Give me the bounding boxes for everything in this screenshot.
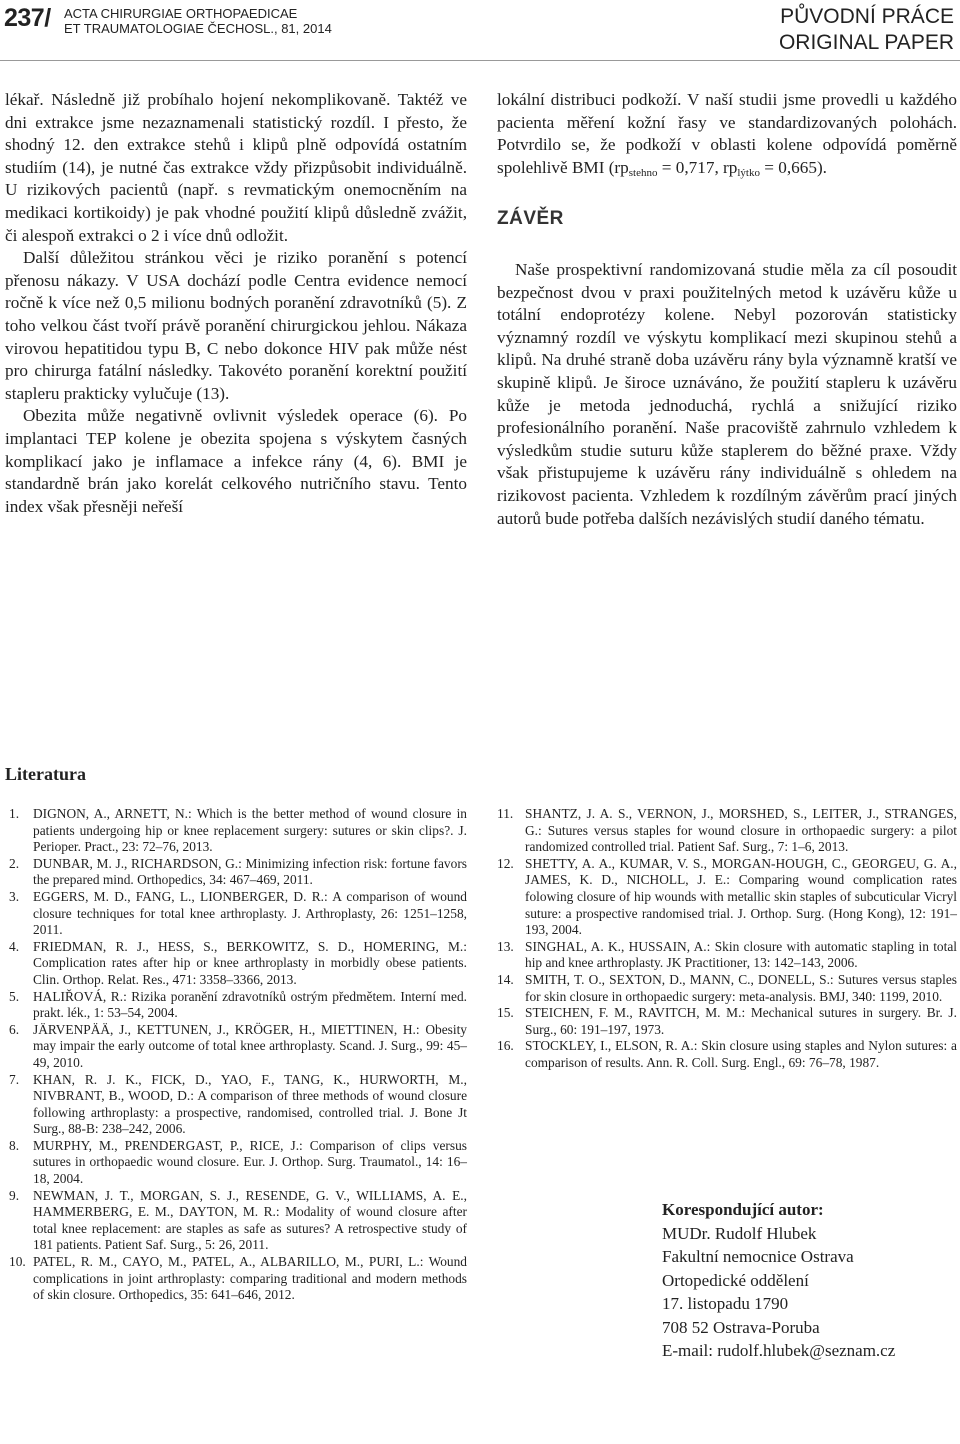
reference-number: 15. — [497, 1005, 514, 1021]
journal-name-line1: ACTA CHIRURGIAE ORTHOPAEDICAE — [64, 6, 298, 21]
reference-details: : A comparison of wound closure techniques for total knee arthroplasty. J. Arthroplasty, 26: 1251–1258, 2011. — [33, 888, 467, 938]
page-header — [0, 0, 960, 62]
body-column-left — [5, 89, 467, 518]
reference-details: : Comparing wound complication rates folowing closure of hip wounds with metallic skin staples of subcuticular Vicryl suture: a prospective randomised trial. J. Orthop. Surg. (Hong Kong), 12: 191–193, 2004. — [525, 872, 957, 938]
reference-authors: STEICHEN, F. M., RAVITCH, M. M. — [525, 1005, 742, 1021]
reference-details: : A comparison of three methods of wound closure following arthroplasty: a prospective, randomised, controlled trial. J. Bone Jt Surg., 88-B: 238–242, 2006. — [33, 1088, 468, 1137]
body-text: = 0,665). — [760, 157, 827, 177]
corresponding-author — [662, 1198, 895, 1363]
reference-number: 12. — [497, 855, 514, 871]
journal-name — [64, 6, 332, 36]
reference-number: 8. — [9, 1137, 20, 1153]
reference-details: : Complication rates after hip or knee arthroplasty in morbidly obese patients. Clin. Orthop. Relat. Res., 471: 3358–3366, 2013. — [33, 938, 467, 987]
reference-item — [497, 1005, 957, 1038]
reference-number: 3. — [9, 888, 20, 904]
reference-authors: DUNBAR, M. J., RICHARDSON, G. — [33, 855, 239, 871]
reference-authors: MURPHY, M., PRENDERGAST, P., RICE, J. — [33, 1137, 300, 1153]
body-paragraph: Obezita může negativně ovlivnit výsledek operace (6). Po implantaci TEP kolene je obezita spojena s výskytem časných komplikací jako je inflamace a infekce rány (4, 6). BMI je standardně brán jako korelát celkového nutričního stavu. Tento index však přesněji neřeší — [5, 406, 467, 516]
reference-authors: HALIŘOVÁ, R. — [33, 988, 124, 1004]
corresponding-author-title: Korespondující autor: — [662, 1200, 824, 1219]
reference-details: : Skin closure with automatic stapling in total hip and knee arthroplasty. JK Practitioner, 13: 142–143, 2006. — [525, 938, 958, 971]
section-title-conclusion: ZÁVĚR — [497, 208, 564, 230]
article-type — [779, 4, 954, 56]
author-city: 708 52 Ostrava-Poruba — [662, 1317, 820, 1337]
reference-item — [5, 989, 467, 1022]
reference-number: 7. — [9, 1071, 20, 1087]
reference-list-left — [5, 806, 467, 1304]
author-street: 17. listopadu 1790 — [662, 1294, 789, 1313]
reference-authors: SHANTZ, J. A. S., VERNON, J., MORSHED, S., LEITER, J., STRANGES, G. — [525, 806, 957, 838]
reference-number: 6. — [9, 1021, 20, 1037]
reference-number: 13. — [497, 938, 514, 954]
reference-authors: STOCKLEY, I., ELSON, R. A. — [525, 1038, 694, 1054]
body-text: lokální distribuci podkoží. V naší studii jsme provedli u každého pacienta měření kožní řasy ve standardizovaných polohách. Potvrdilo se, že podkoží v oblasti kolene odpovídá poměrně spolehlivě BMI (rp — [497, 90, 957, 177]
reference-number: 1. — [9, 806, 20, 821]
reference-item — [5, 1022, 467, 1072]
reference-details: : Obesity may impair the early outcome of total knee arthroplasty. Scand. J. Surg., 99: 45–49, 2010. — [33, 1021, 468, 1070]
body-text: = 0,717, rp — [657, 157, 738, 177]
reference-details: : Comparison of clips versus sutures in orthopaedic wound closure. Eur. J. Orthop. Surg. Traumatol., 14: 16–18, 2004. — [33, 1137, 467, 1187]
reference-item — [5, 939, 467, 989]
reference-list-right — [497, 806, 957, 1072]
page-number: 237/ — [4, 4, 51, 32]
reference-item — [5, 856, 467, 889]
header-divider — [0, 60, 960, 61]
reference-number: 10. — [9, 1254, 26, 1270]
reference-details: : Sutures versus staples for skin closure in orthopaedic surgery: meta-analysis. BMJ, 340: 1199, 2010. — [525, 971, 957, 1004]
body-column-right — [497, 89, 957, 530]
subscript-stehno: stehno — [628, 166, 658, 179]
journal-name-line2: ET TRAUMATOLOGIAE ČECHOSL., 81, 2014 — [64, 21, 332, 36]
author-department: Ortopedické oddělení — [662, 1270, 809, 1290]
author-hospital: Fakultní nemocnice Ostrava — [662, 1247, 854, 1266]
reference-authors: PATEL, R. M., CAYO, M., PATEL, A., ALBARILLO, M., PURI, L. — [33, 1254, 420, 1270]
reference-item — [5, 1254, 467, 1304]
reference-details: : Mechanical sutures in surgery. Br. J. Surg., 60: 191–197, 1973. — [525, 1005, 957, 1037]
reference-number: 11. — [497, 806, 514, 821]
reference-number: 4. — [9, 938, 20, 954]
body-paragraph: Další důležitou stránkou věci je riziko poranění s potencí přenosu nákazy. V USA dochází podle Centra evidence nemocí ročně k více než 0,5 milionu bodných poranění zdravotníků (5). Z toho velkou část tvoří právě poranění chirurgickou jehlou. Nákaza virovou hepatitidou typu B, C nebo dokonce HIV pak může nést pro chirurga fatální následky. Takovéto poranění korektní použití stapleru prakticky vylučuje (13). — [5, 248, 467, 403]
reference-item — [5, 806, 467, 856]
reference-authors: NEWMAN, J. T., MORGAN, S. J., RESENDE, G. V., WILLIAMS, A. E., HAMMERBERG, E. M., DAYTON, M. R. — [33, 1187, 467, 1220]
reference-item — [497, 856, 957, 939]
subscript-lytko: lýtko — [737, 166, 760, 179]
reference-authors: FRIEDMAN, R. J., HESS, S., BERKOWITZ, S. D., HOMERING, M. — [33, 938, 464, 954]
reference-number: 14. — [497, 971, 514, 987]
reference-authors: EGGERS, M. D., FANG, L., LIONBERGER, D. R. — [33, 888, 324, 904]
author-email: E-mail: rudolf.hlubek@seznam.cz — [662, 1341, 896, 1360]
reference-details: : Which is the better method of wound closure in patients undergoing hip or knee replacement surgery: sutures or skin clips?. J. Perioper. Pract., 23: 72–76, 2013. — [33, 806, 467, 855]
conclusion-paragraph: Naše prospektivní randomizovaná studie měla za cíl posoudit bezpečnost dvou v praxi použitelných metod k uzávěru kůže u totální endoprotézy kolene. Nebyl pozorován statisticky významný rozdíl ve výskytu komplikací mezi skupinou stehů a klipů. Na druhé straně doba uzávěru rány byla významně kratší ve skupině klipů. Je široce uznáváno, že použití stapleru k uzávěru kůže je metoda jednoduchá, rychlá a snižující riziko profesionálního poranění. Naše pracoviště zahrnulo vzhledem k výsledkům studie suturu kůže staplerem do běžné praxe. Vždy však přistupujeme k uzávěru rány individuálně s ohledem na rizikovost pacienta. Vzhledem k rozdílným závěrům prací jiných autorů bude potřeba dalších nezávislých studií daného tématu. — [497, 259, 957, 528]
article-type-cz: PŮVODNÍ PRÁCE — [780, 5, 954, 28]
reference-item — [497, 972, 957, 1005]
reference-authors: DIGNON, A., ARNETT, N. — [33, 806, 188, 821]
article-type-en: ORIGINAL PAPER — [778, 31, 954, 54]
reference-authors: JÄRVENPÄÄ, J., KETTUNEN, J., KRÖGER, H., MIETTINEN, H. — [33, 1021, 416, 1037]
reference-authors: KHAN, R. J. K., FICK, D., YAO, F., TANG, K., HURWORTH, M., NIVBRANT, B., WOOD, D. — [33, 1071, 467, 1104]
references-title: Literatura — [5, 764, 86, 784]
reference-item — [5, 1138, 467, 1188]
reference-details: : Sutures versus staples for wound closure in orthopaedic surgery: a pilot randomized controlled trial. Patient Saf. Surg., 7: 1–6, 2013. — [525, 822, 957, 855]
author-name: MUDr. Rudolf Hlubek — [662, 1223, 817, 1243]
reference-authors: SMITH, T. O., SEXTON, D., MANN, C., DONELL, S. — [525, 971, 830, 987]
reference-details: : Minimizing infection risk: fortune favors the prepared mind. Orthopedics, 34: 467–469, 2011. — [33, 855, 467, 888]
reference-item — [497, 1038, 957, 1071]
reference-item — [5, 1188, 467, 1254]
reference-details: : Rizika poranění zdravotníků ostrým předmětem. Interní med. prakt. lék., 1: 53–54, 2004. — [33, 988, 467, 1021]
body-paragraph: lékař. Následně již probíhalo hojení nekomplikovaně. Taktéž ve dni extrakce jsme nezaznamenali statistický rozdíl. I přesto, že shodný 12. den extrakce stehů i klipů plně odpovídá ostatním studiím (14), je nutné čas extrakce vždy přizpůsobit individuálně. U rizikových pacientů (např. s revmatickým onemocněním na medikaci kortikoidy) je pak vhodné použití klipů důsledně zvážit, či alespoň extrakci o 2 i více dnů odložit. — [5, 90, 467, 245]
reference-item — [5, 1072, 467, 1138]
reference-item — [5, 889, 467, 939]
reference-item — [497, 939, 957, 972]
body-paragraph-bmi — [497, 89, 957, 184]
reference-number: 5. — [9, 988, 20, 1004]
reference-details: : Wound complications in joint arthroplasty: comparing traditional and modern methods of skin closure. Orthopedics, 35: 641–646, 2012. — [33, 1254, 467, 1303]
reference-authors: SINGHAL, A. K., HUSSAIN, A. — [525, 938, 707, 954]
reference-number: 9. — [9, 1187, 20, 1203]
reference-item — [497, 806, 957, 856]
reference-details: : Skin closure using staples and Nylon sutures: a comparison of results. Ann. R. Coll. Surg. Engl., 69: 76–78, 1987. — [525, 1038, 957, 1070]
reference-number: 16. — [497, 1038, 514, 1054]
reference-details: : Modality of wound closure after total knee replacement: are staples as safe as sutures? A retrospective study of 181 patients. Patient Saf. Surg., 5: 26, 2011. — [33, 1204, 467, 1253]
reference-number: 2. — [9, 855, 20, 871]
reference-authors: SHETTY, A. A., KUMAR, V. S., MORGAN-HOUGH, C., GEORGEU, G. A., JAMES, K. D., NICHOLL, J. E. — [525, 855, 957, 888]
